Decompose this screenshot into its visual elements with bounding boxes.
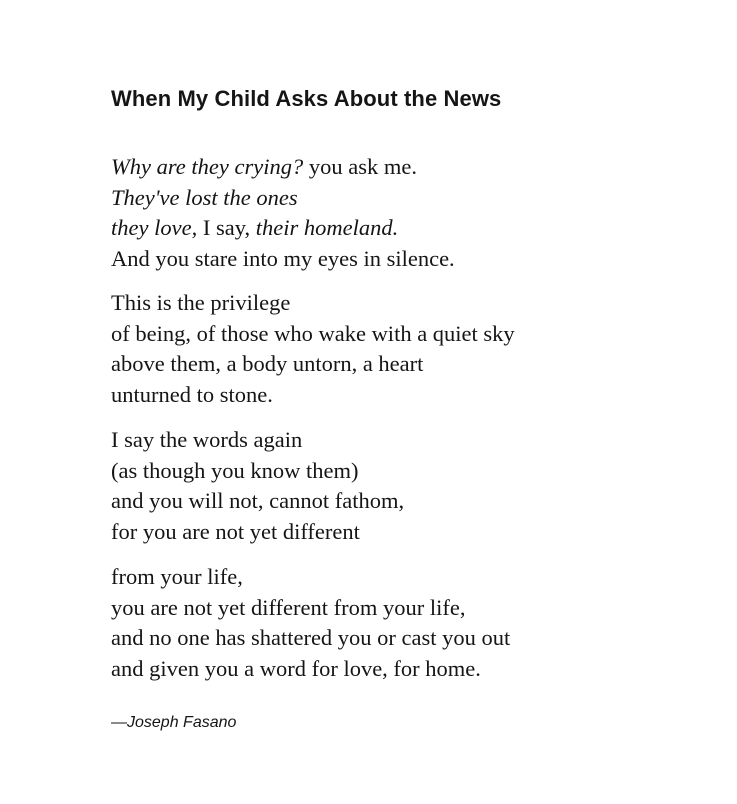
stanza-2 xyxy=(111,288,515,410)
poem-line: you are not yet different from your life, xyxy=(111,594,466,620)
plain-text: I say, xyxy=(197,215,256,241)
italic-text: Why are they crying? xyxy=(111,154,304,179)
poem-line: I say the words again xyxy=(111,427,303,452)
poem-line: and given you a word for love, for home. xyxy=(111,655,481,681)
poem-line: unturned to stone. xyxy=(111,381,273,407)
poem-line: for you are not yet different xyxy=(111,518,360,544)
italic-text: they love, xyxy=(111,215,198,241)
italic-text: They've lost the ones xyxy=(111,184,298,210)
poem-line: and you will not, cannot fathom, xyxy=(111,488,405,514)
poem-title: When My Child Asks About the News xyxy=(111,86,502,111)
poem-line xyxy=(111,213,455,244)
author-attribution: —Joseph Fasano xyxy=(111,714,237,731)
poem-line: from your life, xyxy=(111,564,243,589)
poem-line: (as though you know them) xyxy=(111,457,359,483)
poem-line: This is the privilege xyxy=(111,290,291,315)
poem-line: And you stare into my eyes in silence. xyxy=(111,245,455,271)
stanza-4 xyxy=(111,562,510,684)
italic-text: their homeland. xyxy=(255,215,399,241)
poem-line: of being, of those who wake with a quiet sky xyxy=(111,320,515,346)
poem-line: above them, a body untorn, a heart xyxy=(111,351,424,377)
poem-line xyxy=(111,152,455,183)
poem-line xyxy=(111,183,455,214)
plain-text: you ask me. xyxy=(303,154,417,179)
poem-line: and no one has shattered you or cast you out xyxy=(111,625,511,651)
stanza-1 xyxy=(111,152,455,274)
stanza-3 xyxy=(111,425,404,547)
